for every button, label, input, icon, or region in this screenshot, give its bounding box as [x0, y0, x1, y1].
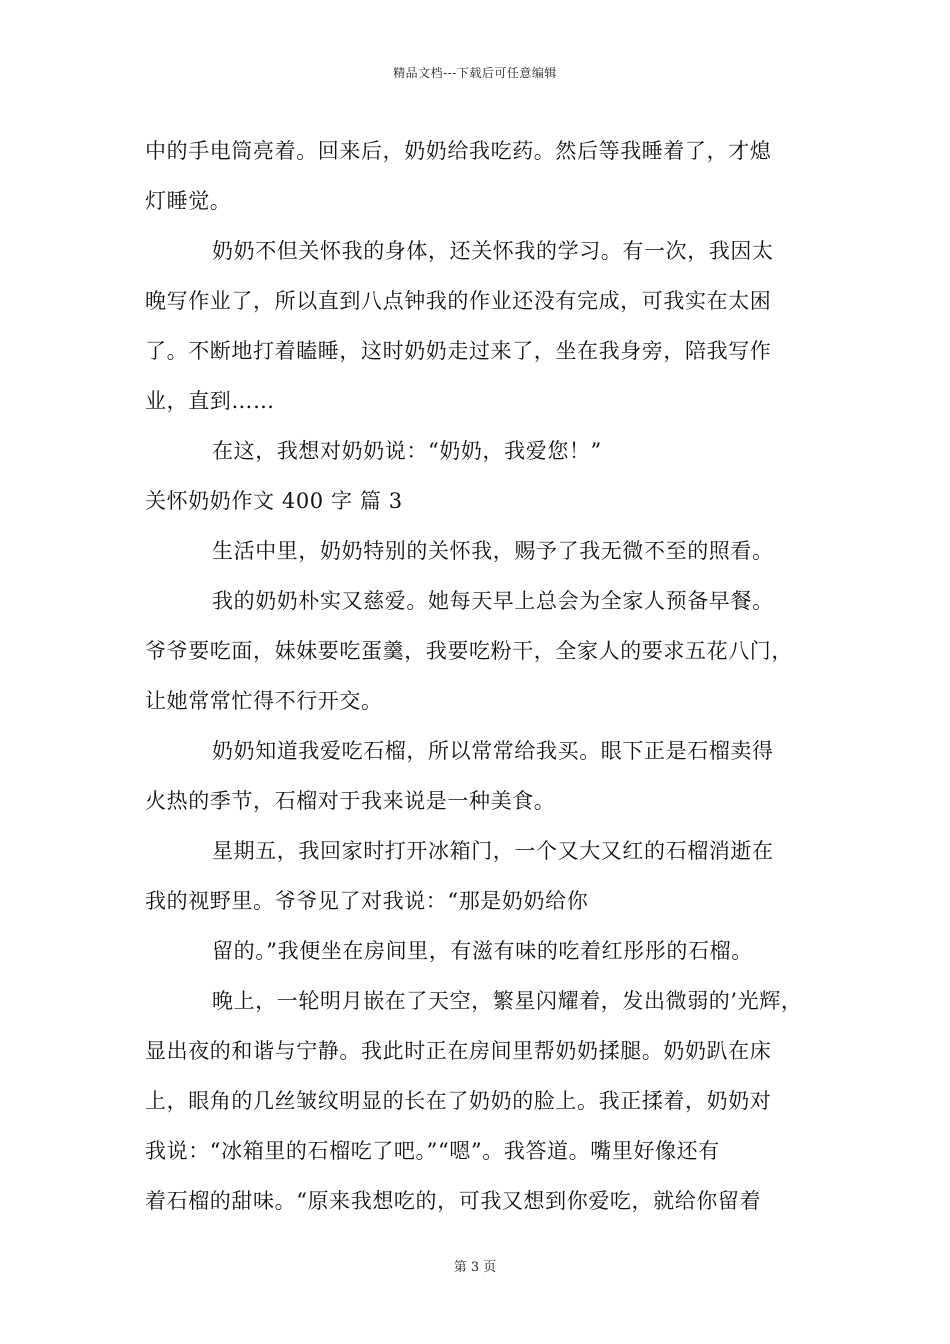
text-line: 火热的季节，石榴对于我来说是一种美食。 [145, 789, 556, 813]
text-line: 着石榴的甜味。“原来我想吃的，可我又想到你爱吃，就给你留着 [145, 1189, 762, 1213]
text-line: 显出夜的和谐与宁静。我此时正在房间里帮奶奶揉腿。奶奶趴在床 [145, 1039, 772, 1063]
text-line: 爷爷要吃面，妹妹要吃蛋羹，我要吃粉干，全家人的要求五花八门， [145, 639, 793, 663]
text-line: 生活中里，奶奶特别的关怀我，赐予了我无微不至的照看。 [212, 539, 774, 563]
text-line: 我的视野里。爷爷见了对我说：“那是奶奶给你 [145, 889, 589, 913]
text-line: 灯睡觉。 [145, 189, 232, 213]
text-line: 晚上，一轮明月嵌在了天空，繁星闪耀着，发出微弱的’光辉， [212, 989, 803, 1013]
text-line: 了。不断地打着瞌睡，这时奶奶走过来了，坐在我身旁，陪我写作 [145, 339, 772, 363]
text-line: 在这，我想对奶奶说：“奶奶，我爱您！” [212, 439, 602, 463]
text-line: 业，直到…… [145, 389, 275, 413]
page-number: 第 3 页 [453, 1260, 497, 1275]
text-line: 奶奶知道我爱吃石榴，所以常常给我买。眼下正是石榴卖得 [212, 739, 774, 763]
text-line: 晚写作业了，所以直到八点钟我的作业还没有完成，可我实在太困 [145, 289, 772, 313]
page-header: 精品文档---下载后可任意编辑 [393, 66, 557, 80]
text-line: 星期五，我回家时打开冰箱门，一个又大又红的石榴消逝在 [212, 839, 774, 863]
text-line: 我说：“冰箱里的石榴吃了吧。”“嗯”。我答道。嘴里好像还有 [145, 1139, 720, 1163]
text-line: 让她常常忙得不行开交。 [145, 689, 383, 713]
text-line: 中的手电筒亮着。回来后，奶奶给我吃药。然后等我睡着了，才熄 [145, 139, 772, 163]
text-line: 奶奶不但关怀我的身体，还关怀我的学习。有一次，我因太 [212, 239, 774, 263]
text-line: 我的奶奶朴实又慈爱。她每天早上总会为全家人预备早餐。 [212, 589, 774, 613]
text-line: 上，眼角的几丝皱纹明显的长在了奶奶的脸上。我正揉着，奶奶对 [145, 1089, 772, 1113]
text-line: 留的。”我便坐在房间里，有滋有味的吃着红彤彤的石榴。 [212, 939, 753, 963]
section-heading: 关怀奶奶作文 400 字 篇 3 [145, 489, 403, 513]
